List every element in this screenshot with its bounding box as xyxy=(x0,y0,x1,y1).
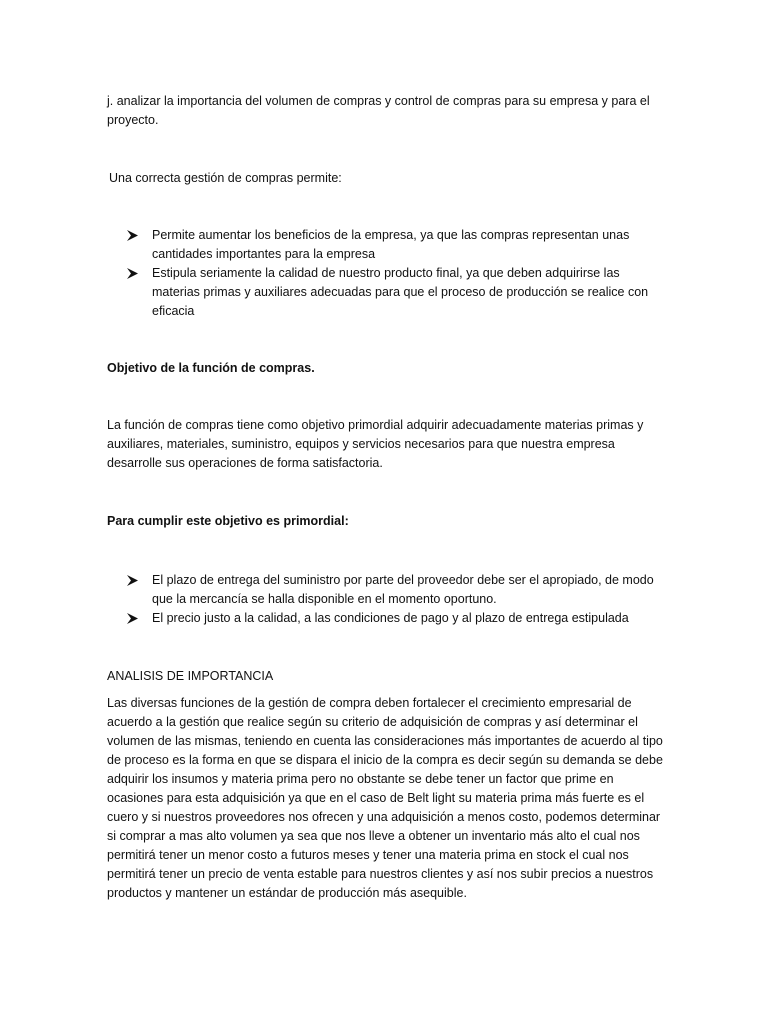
section1-heading: Una correcta gestión de compras permite: xyxy=(109,171,342,185)
section1-bullet-list xyxy=(127,226,667,321)
intro-question: j. analizar la importancia del volumen de compras y control de compras para su empresa y para el proyecto. xyxy=(107,94,650,127)
list-item xyxy=(127,264,667,321)
bullet-text: Estipula seriamente la calidad de nuestro producto final, ya que deben adquirirse las materias primas y auxiliares adecuadas para que el proceso de producción se realice con eficacia xyxy=(152,266,649,318)
arrow-bullet-icon xyxy=(127,613,138,624)
analysis-heading: ANALISIS DE IMPORTANCIA xyxy=(107,669,274,683)
arrow-bullet-icon xyxy=(127,575,138,586)
analysis-text: Las diversas funciones de la gestión de compra deben fortalecer el crecimiento empresarial de acuerdo a la gestión que realice según su criterio de adquisición de compras y así determinar el volumen de las mismas, teniendo en cuenta las consideraciones más importantes de acuerdo al tipo de proceso es la forma en que se dispara el inicio de la compra es decir según su demanda se debe adquirir los insumos y materia prima pero no obstante se debe tener un factor que prime en ocasiones para esta adquisición ya que en el caso de Belt light su materia prima más fuerte es el cuero y si nuestros proveedores nos ofrecen y una adquisición a menos costo, podemos determinar si comprar a mas alto volumen ya sea que nos lleve a obtener un inventario más alto el cual nos permitirá tener un menor costo a futuros meses y tener una materia prima en stock el cual nos permitirá tener un precio de venta estable para nuestros clientes y así nos subir precios a nuestros productos y mantener un estándar de producción más asequible. xyxy=(107,696,663,900)
arrow-bullet-icon xyxy=(127,268,138,279)
requirements-bullet-list xyxy=(127,571,667,628)
bullet-text: El precio justo a la calidad, a las condiciones de pago y al plazo de entrega estipulada xyxy=(152,611,629,625)
objective-heading: Objetivo de la función de compras. xyxy=(107,361,315,375)
objective-text: La función de compras tiene como objetivo primordial adquirir adecuadamente materias primas y auxiliares, materiales, suministro, equipos y servicios necesarios para que nuestra empresa desarrolle sus operaciones de forma satisfactoria. xyxy=(107,418,644,470)
list-item xyxy=(127,571,667,609)
bullet-text: Permite aumentar los beneficios de la empresa, ya que las compras representan unas cantidades importantes para la empresa xyxy=(152,228,630,261)
list-item xyxy=(127,609,667,628)
bullet-text: El plazo de entrega del suministro por parte del proveedor debe ser el apropiado, de modo que la mercancía se halla disponible en el momento oportuno. xyxy=(152,573,654,606)
requirements-heading: Para cumplir este objetivo es primordial: xyxy=(107,514,349,528)
list-item xyxy=(127,226,667,264)
arrow-bullet-icon xyxy=(127,230,138,241)
